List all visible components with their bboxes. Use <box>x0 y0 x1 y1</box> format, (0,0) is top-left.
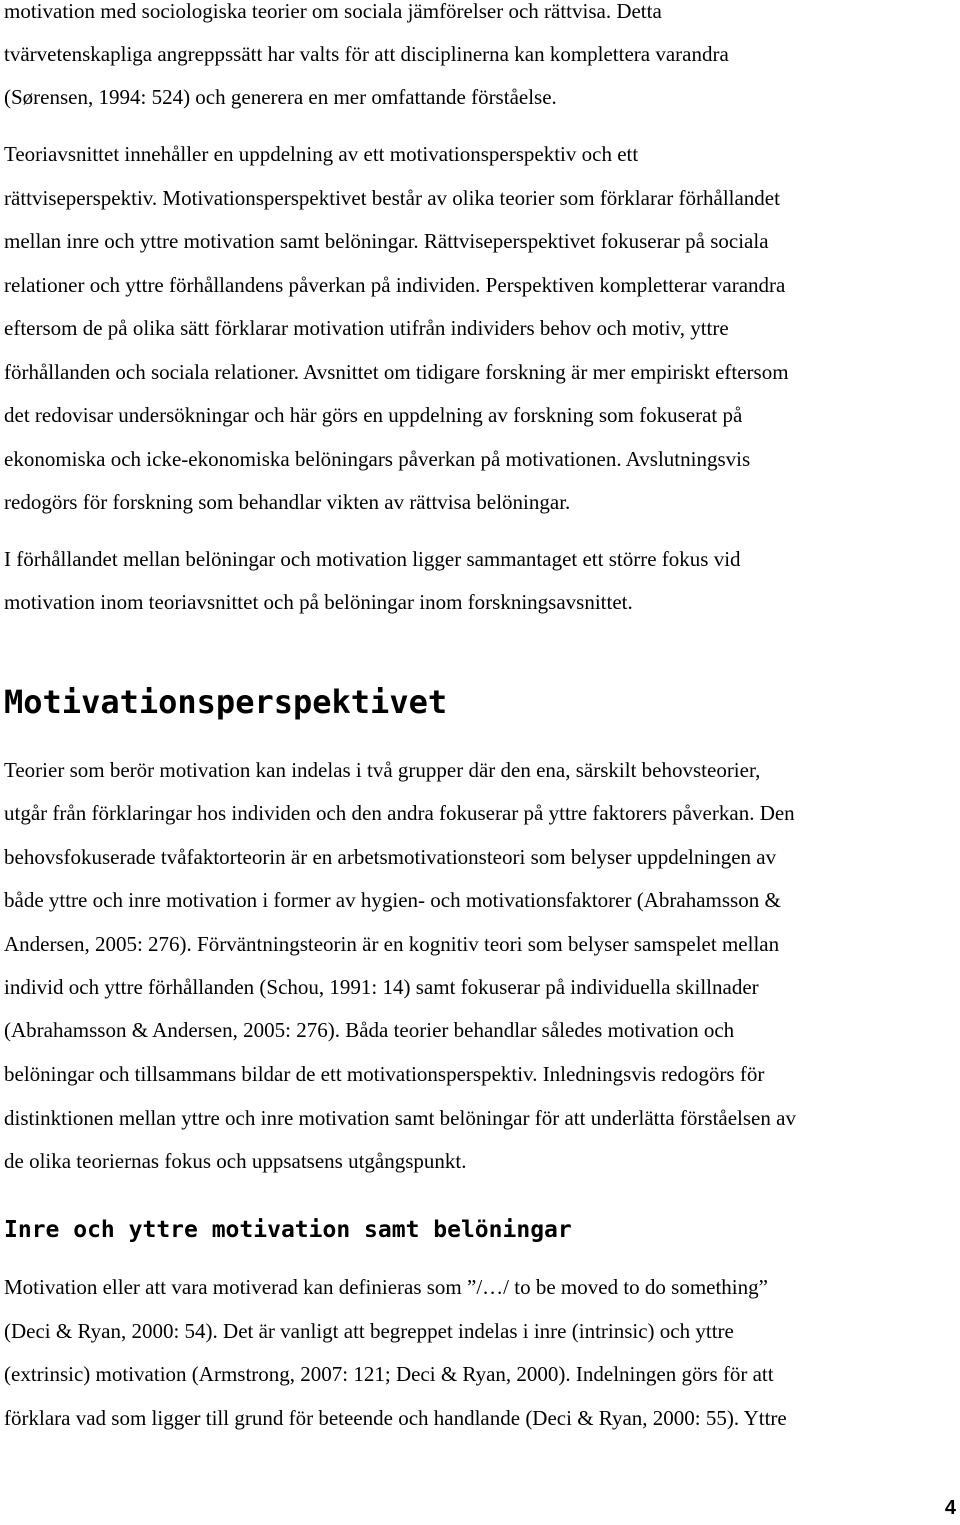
text-line: belöningar och tillsammans bildar de ett motivationsperspektiv. Inledningsvis redogörs för <box>4 1062 765 1086</box>
text-line: eftersom de på olika sätt förklarar motivation utifrån individers behov och motiv, yttre <box>4 316 729 340</box>
text-line: de olika teoriernas fokus och uppsatsens utgångspunkt. <box>4 1149 467 1173</box>
text-line: mellan inre och yttre motivation samt belöningar. Rättviseperspektivet fokuserar på sociala <box>4 229 769 253</box>
text-line: motivation med sociologiska teorier om sociala jämförelser och rättvisa. Detta <box>4 0 662 23</box>
text-line: motivation inom teoriavsnittet och på belöningar inom forskningsavsnittet. <box>4 590 633 614</box>
text-line: rättviseperspektiv. Motivationsperspektivet består av olika teorier som förklarar förhållandet <box>4 186 780 210</box>
text-line: förhållanden och sociala relationer. Avsnittet om tidigare forskning är mer empiriskt eftersom <box>4 360 789 384</box>
text-line: Andersen, 2005: 276). Förväntningsteorin är en kognitiv teori som belyser samspelet mellan <box>4 932 780 956</box>
page-number: 4 <box>944 1497 956 1519</box>
text-line: Teorier som berör motivation kan indelas i två grupper där den ena, särskilt behovsteorier, <box>4 758 761 782</box>
text-line: (Deci & Ryan, 2000: 54). Det är vanligt att begreppet indelas i inre (intrinsic) och yttre <box>4 1319 734 1343</box>
text-line: I förhållandet mellan belöningar och motivation ligger sammantaget ett större fokus vid <box>4 547 741 571</box>
text-line: individ och yttre förhållanden (Schou, 1991: 14) samt fokuserar på individuella skillnader <box>4 975 759 999</box>
text-line: behovsfokuserade tvåfaktorteorin är en arbetsmotivationsteori som belyser uppdelningen av <box>4 845 777 869</box>
section-heading: Motivationsperspektivet <box>4 683 448 721</box>
text-line: tvärvetenskapliga angreppssätt har valts för att disciplinerna kan komplettera varandra <box>4 42 729 66</box>
text-line: utgår från förklaringar hos individen och den andra fokuserar på yttre faktorers påverkan. Den <box>4 801 795 825</box>
text-line: (Abrahamsson & Andersen, 2005: 276). Båda teorier behandlar således motivation och <box>4 1018 735 1042</box>
text-line: Motivation eller att vara motiverad kan definieras som ”/…/ to be moved to do something” <box>4 1275 768 1299</box>
text-line: (Sørensen, 1994: 524) och generera en mer omfattande förståelse. <box>4 85 557 109</box>
text-line: distinktionen mellan yttre och inre motivation samt belöningar för att underlätta förståelsen av <box>4 1106 796 1130</box>
text-line: redogörs för forskning som behandlar vikten av rättvisa belöningar. <box>4 490 571 514</box>
text-line: både yttre och inre motivation i former av hygien- och motivationsfaktorer (Abrahamsson & <box>4 888 781 912</box>
text-line: Teoriavsnittet innehåller en uppdelning av ett motivationsperspektiv och ett <box>4 142 639 166</box>
text-line: (extrinsic) motivation (Armstrong, 2007: 121; Deci & Ryan, 2000). Indelningen görs för att <box>4 1362 774 1386</box>
text-line: det redovisar undersökningar och här görs en uppdelning av forskning som fokuserat på <box>4 403 743 427</box>
subsection-heading: Inre och yttre motivation samt belöningar <box>4 1217 572 1243</box>
text-line: förklara vad som ligger till grund för beteende och handlande (Deci & Ryan, 2000: 55). Yttre <box>4 1406 787 1430</box>
text-line: relationer och yttre förhållandens påverkan på individen. Perspektiven kompletterar varandra <box>4 273 786 297</box>
text-line: ekonomiska och icke-ekonomiska belöningars påverkan på motivationen. Avslutningsvis <box>4 447 751 471</box>
